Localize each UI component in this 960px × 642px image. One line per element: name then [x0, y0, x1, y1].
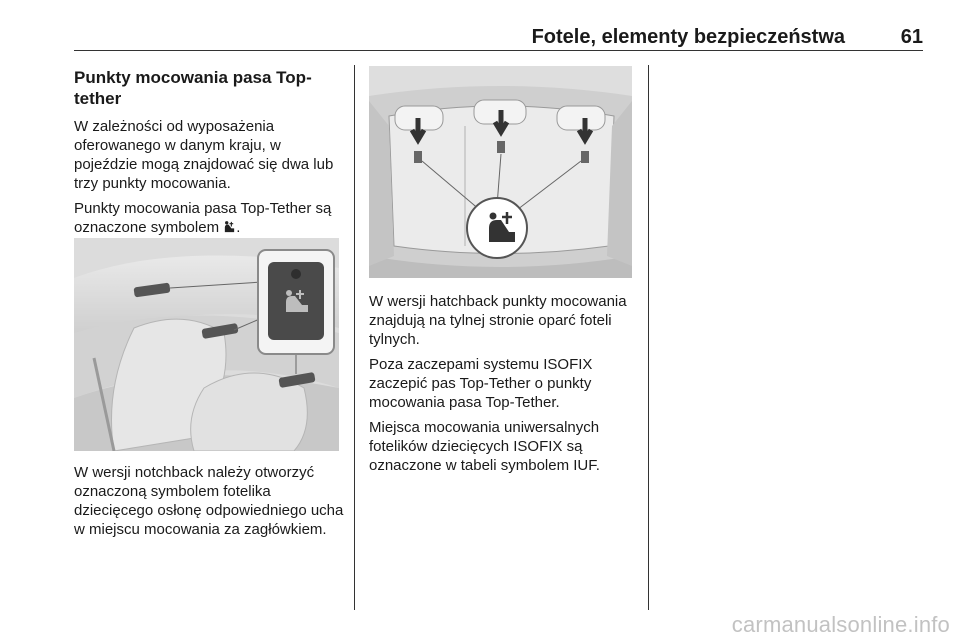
- paragraph-symbol-text: Punkty mocowania pasa Top-Tether są oznaczone symbolem: [74, 200, 332, 236]
- paragraph-symbol: [74, 199, 342, 237]
- paragraph-hatchback: W wersji hatchback punkty mocowania znajdują na tylnej stronie oparć foteli tylnych.: [369, 293, 627, 348]
- watermark: carmanualsonline.info: [731, 612, 950, 637]
- column-middle: [369, 292, 637, 481]
- section-heading: Punkty mocowania pasa Top-tether: [74, 68, 312, 108]
- paragraph-symbol-end: .: [236, 219, 241, 236]
- figure-caption-notchback: [74, 463, 346, 545]
- page-number: 61: [900, 26, 923, 48]
- column-divider-right: [648, 65, 649, 610]
- page-title: Fotele, elementy bezpieczeństwa: [531, 26, 845, 48]
- column-divider-left: [354, 65, 355, 610]
- header-rule: [74, 50, 923, 51]
- paragraph-isofix: Poza zaczepami systemu ISOFIX zaczepić pas Top-Tether o punkty mocowania pasa Top-Tether.: [369, 356, 593, 411]
- figure-hatchback-anchors: [369, 66, 632, 278]
- figure-notchback-anchor: [74, 238, 339, 451]
- paragraph-availability: W zależności od wyposażenia oferowanego w danym kraju, w pojeździe mogą znajdować się dwa lub trzy punkty mocowania.: [74, 118, 334, 192]
- caption-notchback: W wersji notchback należy otworzyć oznaczoną symbolem fotelika dziecięcego osłonę odpowiedniego ucha w miejscu mocowania za zagłówkiem.: [74, 464, 344, 538]
- top-tether-icon: [223, 219, 236, 235]
- column-left: [74, 67, 342, 243]
- paragraph-iuf: Miejsca mocowania uniwersalnych fotelików dziecięcych ISOFIX są oznaczone w tabeli symbolem IUF.: [369, 419, 600, 474]
